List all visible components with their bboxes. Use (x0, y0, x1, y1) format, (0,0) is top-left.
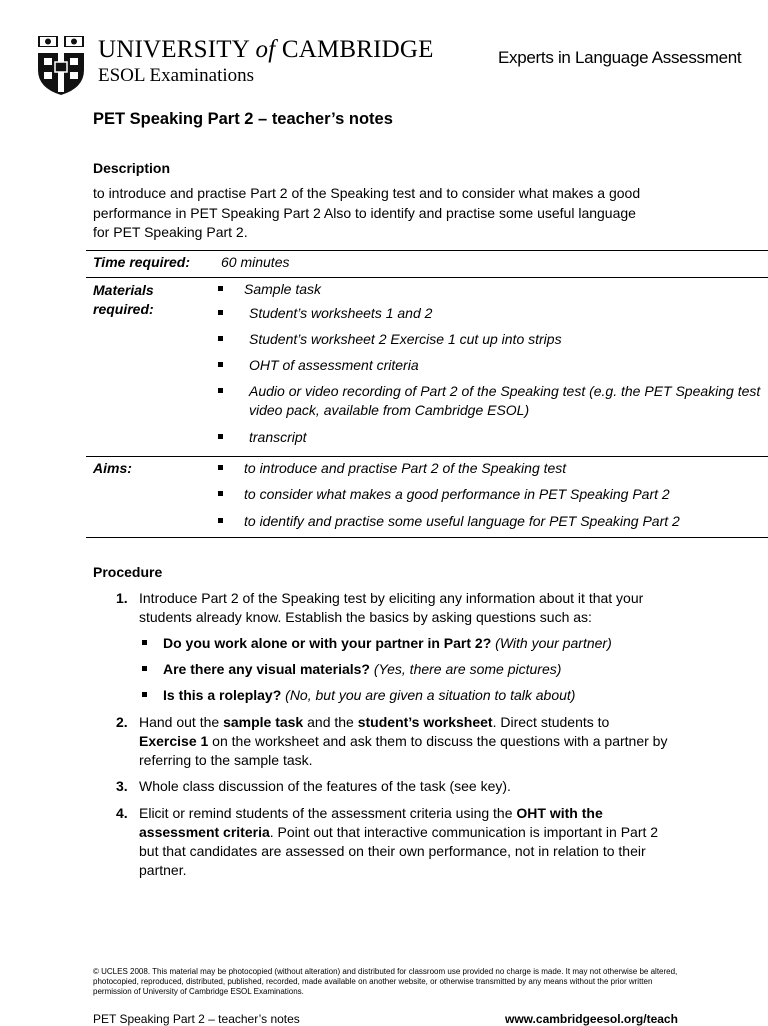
page-title: PET Speaking Part 2 – teacher’s notes (93, 110, 393, 128)
procedure-step-4: 4. Elicit or remind students of the assessment criteria using the OHT with the assessment criteria. Point out that interactive communication is important in Part 2 but that candidates are assessed on their own performance, not in relation to their partner. (116, 805, 659, 878)
esol-examinations: ESOL Examinations (98, 65, 255, 86)
example-question: Is this a roleplay? (No, but you are given a situation to talk about) (163, 686, 575, 705)
aims-item: to consider what makes a good performance in PET Speaking Part 2 (244, 485, 670, 504)
aims-label: Aims: (93, 460, 132, 476)
table-rule (86, 456, 768, 457)
footer-title: PET Speaking Part 2 – teacher’s notes (93, 1012, 300, 1026)
tagline: Experts in Language Assessment (498, 48, 742, 67)
copyright-note: © UCLES 2008. This material may be photocopied (without alteration) and distributed for classroom use provided no charge is made. It may not otherwise be altered, photocopied, reproduced, distributed, published, recorded, made available on another website, or otherwise transmitted by any means without the prior written permission of University of Cambridge ESOL Examinations. (93, 967, 678, 996)
university-name: UNIVERSITY of CAMBRIDGE (98, 36, 434, 63)
description-text: to introduce and practise Part 2 of the Speaking test and to consider what makes a good performance in PET Speaking Part 2 Also to identify and practise some useful language for PET Speaking Part 2. (93, 185, 641, 240)
cambridge-crest-logo (36, 34, 86, 96)
page-header (36, 34, 748, 98)
procedure-step-1: 1. Introduce Part 2 of the Speaking test by eliciting any information about it that your students already know. Establish the basics by asking questions such as: (116, 590, 644, 625)
materials-item: Audio or video recording of Part 2 of the Speaking test (e.g. the PET Speaking test video pack, available from Cambridge ESOL) (249, 382, 760, 420)
procedure-heading: Procedure (93, 564, 163, 580)
aims-item: to introduce and practise Part 2 of the Speaking test (244, 459, 566, 478)
example-question: Are there any visual materials? (Yes, there are some pictures) (163, 660, 561, 679)
procedure-step-2: 2. Hand out the sample task and the student’s worksheet. Direct students to Exercise 1 on the worksheet and ask them to discuss the questions with a partner by referring to the sample task. (116, 714, 668, 768)
materials-item: Student’s worksheets 1 and 2 (249, 304, 432, 323)
materials-item: Sample task (244, 280, 321, 299)
time-required-value: 60 minutes (221, 254, 290, 270)
description-heading: Description (93, 160, 171, 176)
time-required-label: Time required: (93, 254, 190, 270)
materials-label: Materials required: (93, 282, 154, 317)
materials-item: Student’s worksheet 2 Exercise 1 cut up into strips (249, 330, 562, 349)
example-question: Do you work alone or with your partner in Part 2? (With your partner) (163, 634, 612, 653)
procedure-step-3: 3. Whole class discussion of the features of the task (see key). (116, 778, 511, 794)
materials-item: transcript (249, 428, 307, 447)
table-rule (86, 537, 768, 538)
materials-item: OHT of assessment criteria (249, 356, 419, 375)
table-rule (86, 277, 768, 278)
aims-item: to identify and practise some useful language for PET Speaking Part 2 (244, 512, 680, 531)
table-rule (86, 250, 768, 251)
footer-url-link[interactable]: www.cambridgeesol.org/teach (505, 1012, 678, 1026)
